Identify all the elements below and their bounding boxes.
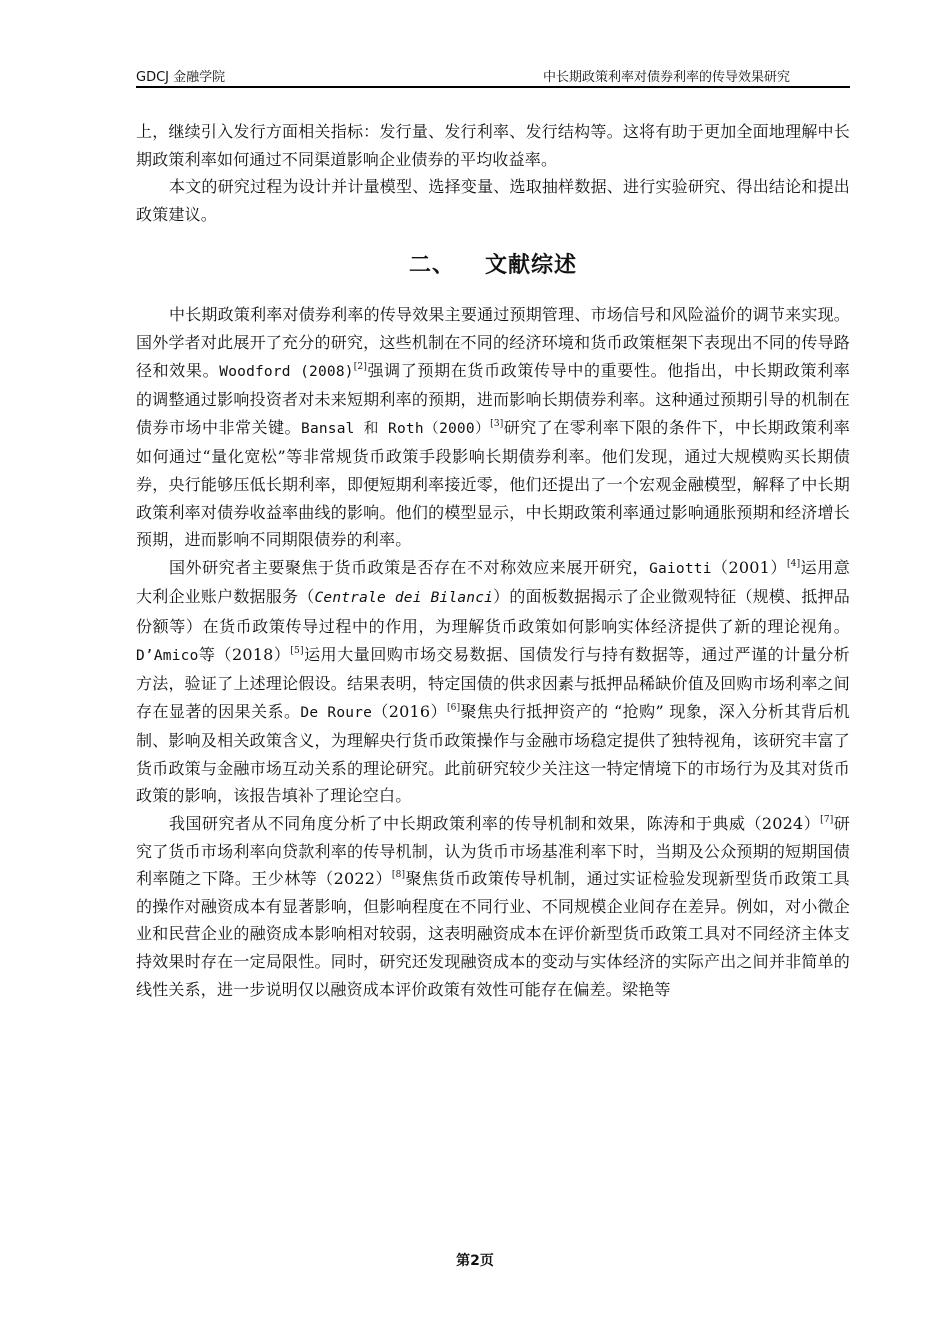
- citation-year: （2001）: [711, 557, 787, 577]
- page-header: [136, 66, 850, 88]
- text-span: 强调了预期在货币政策传导中的重要性。他指出，中长期政策利率的调整通过影响投资者对未来短期利率的预期，进而影响长期债券利率。这种通过预期引导的机制在债券市场中非常关键。: [136, 360, 850, 437]
- citation-year: 等（2018）: [198, 644, 291, 664]
- text-span: 运用意大利企业账户数据服务（: [136, 557, 850, 607]
- header-right-text: 中长期政策利率对债券利率的传导效果研究: [542, 70, 790, 85]
- text-span: 中长期政策利率对债券利率的传导效果主要通过预期管理、市场信号和风险溢价的调节来实现。国外学者对此展开了充分的研究，这些机制在不同的经济环境和货币政策框架下表现出不同的传导路径和效果。: [136, 305, 850, 380]
- text-span: 研究了货币市场利率向贷款利率的传导机制，认为货币市场基准利率下时，当期及公众预期的短期国债利率随之下降。王少林等（2022）: [136, 814, 851, 889]
- citation-ref: [2]: [353, 361, 368, 372]
- citation-ref: [8]: [391, 870, 406, 881]
- citation-ref: [6]: [446, 702, 461, 713]
- citation-ref: [3]: [490, 418, 504, 429]
- paragraph-literature-2: [136, 554, 850, 810]
- section-number: 二、: [408, 253, 455, 279]
- citation-ref: [7]: [820, 815, 834, 826]
- text-span: 运用大量回购市场交易数据、国债发行与持有数据等，通过严谨的计量分析方法，验证了上述理论假设。结果表明，特定国债的供求因素与抵押品稀缺价值及回购市场利率之间存在显著的因果关系。: [136, 644, 850, 721]
- paragraph-intro-continuation: 上，继续引入发行方面相关指标：发行量、发行利率、发行结构等。这将有助于更加全面地理解中长期政策利率如何通过不同渠道影响企业债券的平均收益率。: [136, 122, 850, 169]
- citation-year: （2016）: [372, 701, 447, 721]
- text-span: 国外研究者主要聚焦于货币政策是否存在不对称效应来展开研究，: [169, 557, 650, 577]
- header-left-text: GDCJ 金融学院: [136, 70, 226, 85]
- citation-author: Gaiotti: [649, 560, 712, 577]
- citation-ref: [4]: [786, 558, 801, 569]
- citation-author: De Roure: [300, 704, 373, 721]
- citation-author: Bansal 和 Roth（2000）: [301, 420, 491, 437]
- page-body: [136, 118, 850, 1003]
- text-span: 聚焦央行抵押资产的 “抢购” 现象，深入分析其背后机制、影响及相关政策含义，为理解央行货币政策操作与金融市场稳定提供了独特视角，该研究丰富了货币政策与金融市场互动关系的理论研究。此前研究较少关注这一特定情境下的市场行为及其对货币政策的影响，该报告填补了理论空白。: [136, 701, 850, 806]
- paragraph-research-process: 本文的研究过程为设计并计量模型、选择变量、选取抽样数据、进行实验研究、得出结论和提出政策建议。: [136, 177, 850, 224]
- text-span: 我国研究者从不同角度分析了中长期政策利率的传导机制和效果，陈涛和于典威（2024）: [169, 814, 821, 834]
- database-name: Centrale dei Bilanci: [314, 590, 494, 607]
- paragraph-literature-3: [136, 810, 850, 1003]
- citation-author: D’Amico: [136, 647, 199, 664]
- text-span: 研究了在零利率下限的条件下，中长期政策利率如何通过“量化宽松”等非常规货币政策手段影响长期债券利率。他们发现，通过大规模购买长期债券，央行能够压低长期利率，即便短期利率接近零，他们还提出了一个宏观金融模型，解释了中长期政策利率对债券收益率曲线的影响。他们的模型显示，中长期政策利率通过影响通胀预期和经济增长预期，进而影响不同期限债券的利率。: [136, 417, 850, 550]
- section-heading: [136, 248, 850, 279]
- text-span: ）的面板数据揭示了企业微观特征（规模、抵押品份额等）在货币政策传导过程中的作用，为理解货币政策如何影响实体经济提供了新的理论视角。: [136, 587, 850, 636]
- section-title: 文献综述: [485, 253, 578, 279]
- page-number: 第2页: [456, 1253, 494, 1269]
- paragraph-literature-1: [136, 301, 850, 553]
- citation-ref: [5]: [290, 645, 304, 656]
- text-span: 聚焦货币政策传导机制，通过实证检验发现新型货币政策工具的操作对融资成本有显著影响，但影响程度在不同行业、不同规模企业间存在差异。例如，对小微企业和民营企业的融资成本影响相对较弱，这表明融资成本在评价新型货币政策工具对不同经济主体支持效果时存在一定局限性。同时，研究还发现融资成本的变动与实体经济的实际产出之间并非简单的线性关系，进一步说明仅以融资成本评价政策有效性可能存在偏差。梁艳等: [136, 869, 850, 999]
- citation-author: Woodford (2008): [219, 363, 354, 380]
